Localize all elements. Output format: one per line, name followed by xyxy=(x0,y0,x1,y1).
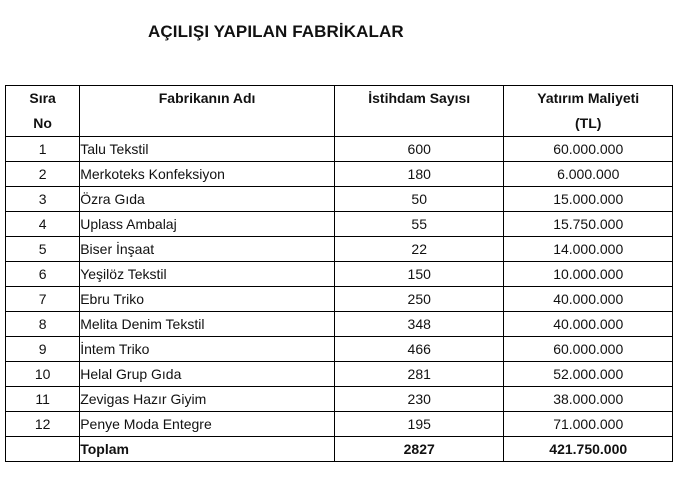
cell-no: 8 xyxy=(6,312,80,337)
table-row xyxy=(6,412,673,437)
cell-name: Melita Denim Tekstil xyxy=(80,312,335,337)
cell-cost: 60.000.000 xyxy=(504,137,673,162)
cell-cost: 14.000.000 xyxy=(504,237,673,262)
cell-name: Zevigas Hazır Giyim xyxy=(80,387,335,412)
header-maliyet xyxy=(504,86,673,137)
cell-employment: 466 xyxy=(334,337,504,362)
cell-name: Talu Tekstil xyxy=(80,137,335,162)
cell-cost: 10.000.000 xyxy=(504,262,673,287)
cell-employment: 180 xyxy=(334,162,504,187)
cell-no: 4 xyxy=(6,212,80,237)
cell-cost: 40.000.000 xyxy=(504,287,673,312)
cell-employment: 600 xyxy=(334,137,504,162)
cell-name: Uplass Ambalaj xyxy=(80,212,335,237)
cell-employment: 281 xyxy=(334,362,504,387)
cell-cost: 40.000.000 xyxy=(504,312,673,337)
table-row xyxy=(6,162,673,187)
cell-employment: 50 xyxy=(334,187,504,212)
table-row xyxy=(6,137,673,162)
cell-no: 11 xyxy=(6,387,80,412)
table-row xyxy=(6,287,673,312)
cell-no: 5 xyxy=(6,237,80,262)
factories-table xyxy=(5,85,673,462)
table-row xyxy=(6,387,673,412)
cell-no: 3 xyxy=(6,187,80,212)
cell-no: 12 xyxy=(6,412,80,437)
cell-no: 1 xyxy=(6,137,80,162)
header-istihdam: İstihdam Sayısı xyxy=(334,86,504,137)
header-sira-line2: No xyxy=(33,115,52,131)
cell-no: 7 xyxy=(6,287,80,312)
total-employment: 2827 xyxy=(334,437,504,462)
table-row xyxy=(6,362,673,387)
cell-name: Penye Moda Entegre xyxy=(80,412,335,437)
cell-cost: 15.000.000 xyxy=(504,187,673,212)
cell-name: Merkoteks Konfeksiyon xyxy=(80,162,335,187)
cell-employment: 55 xyxy=(334,212,504,237)
page-title: AÇILIŞI YAPILAN FABRİKALAR xyxy=(148,22,404,41)
cell-no: 9 xyxy=(6,337,80,362)
cell-name: Biser İnşaat xyxy=(80,237,335,262)
cell-cost: 52.000.000 xyxy=(504,362,673,387)
cell-name: Helal Grup Gıda xyxy=(80,362,335,387)
cell-no: 6 xyxy=(6,262,80,287)
header-maliyet-line1: Yatırım Maliyeti xyxy=(537,90,640,106)
total-row xyxy=(6,437,673,462)
table-row xyxy=(6,212,673,237)
header-sira-line1: Sıra xyxy=(29,90,56,106)
cell-cost: 15.750.000 xyxy=(504,212,673,237)
table-row xyxy=(6,312,673,337)
table-row xyxy=(6,262,673,287)
cell-employment: 348 xyxy=(334,312,504,337)
header-fabrika-adi: Fabrikanın Adı xyxy=(80,86,335,137)
table-header-row xyxy=(6,86,673,137)
header-sira-no xyxy=(6,86,80,137)
cell-total-empty xyxy=(6,437,80,462)
cell-no: 10 xyxy=(6,362,80,387)
table-row xyxy=(6,337,673,362)
cell-no: 2 xyxy=(6,162,80,187)
table-row xyxy=(6,187,673,212)
cell-employment: 22 xyxy=(334,237,504,262)
header-maliyet-line2: (TL) xyxy=(575,115,602,131)
cell-cost: 6.000.000 xyxy=(504,162,673,187)
cell-employment: 150 xyxy=(334,262,504,287)
table-row xyxy=(6,237,673,262)
cell-name: Özra Gıda xyxy=(80,187,335,212)
cell-cost: 71.000.000 xyxy=(504,412,673,437)
cell-employment: 250 xyxy=(334,287,504,312)
total-label: Toplam xyxy=(80,437,335,462)
cell-cost: 60.000.000 xyxy=(504,337,673,362)
cell-employment: 230 xyxy=(334,387,504,412)
total-cost: 421.750.000 xyxy=(504,437,673,462)
cell-name: Ebru Triko xyxy=(80,287,335,312)
cell-employment: 195 xyxy=(334,412,504,437)
cell-cost: 38.000.000 xyxy=(504,387,673,412)
cell-name: İntem Triko xyxy=(80,337,335,362)
cell-name: Yeşilöz Tekstil xyxy=(80,262,335,287)
